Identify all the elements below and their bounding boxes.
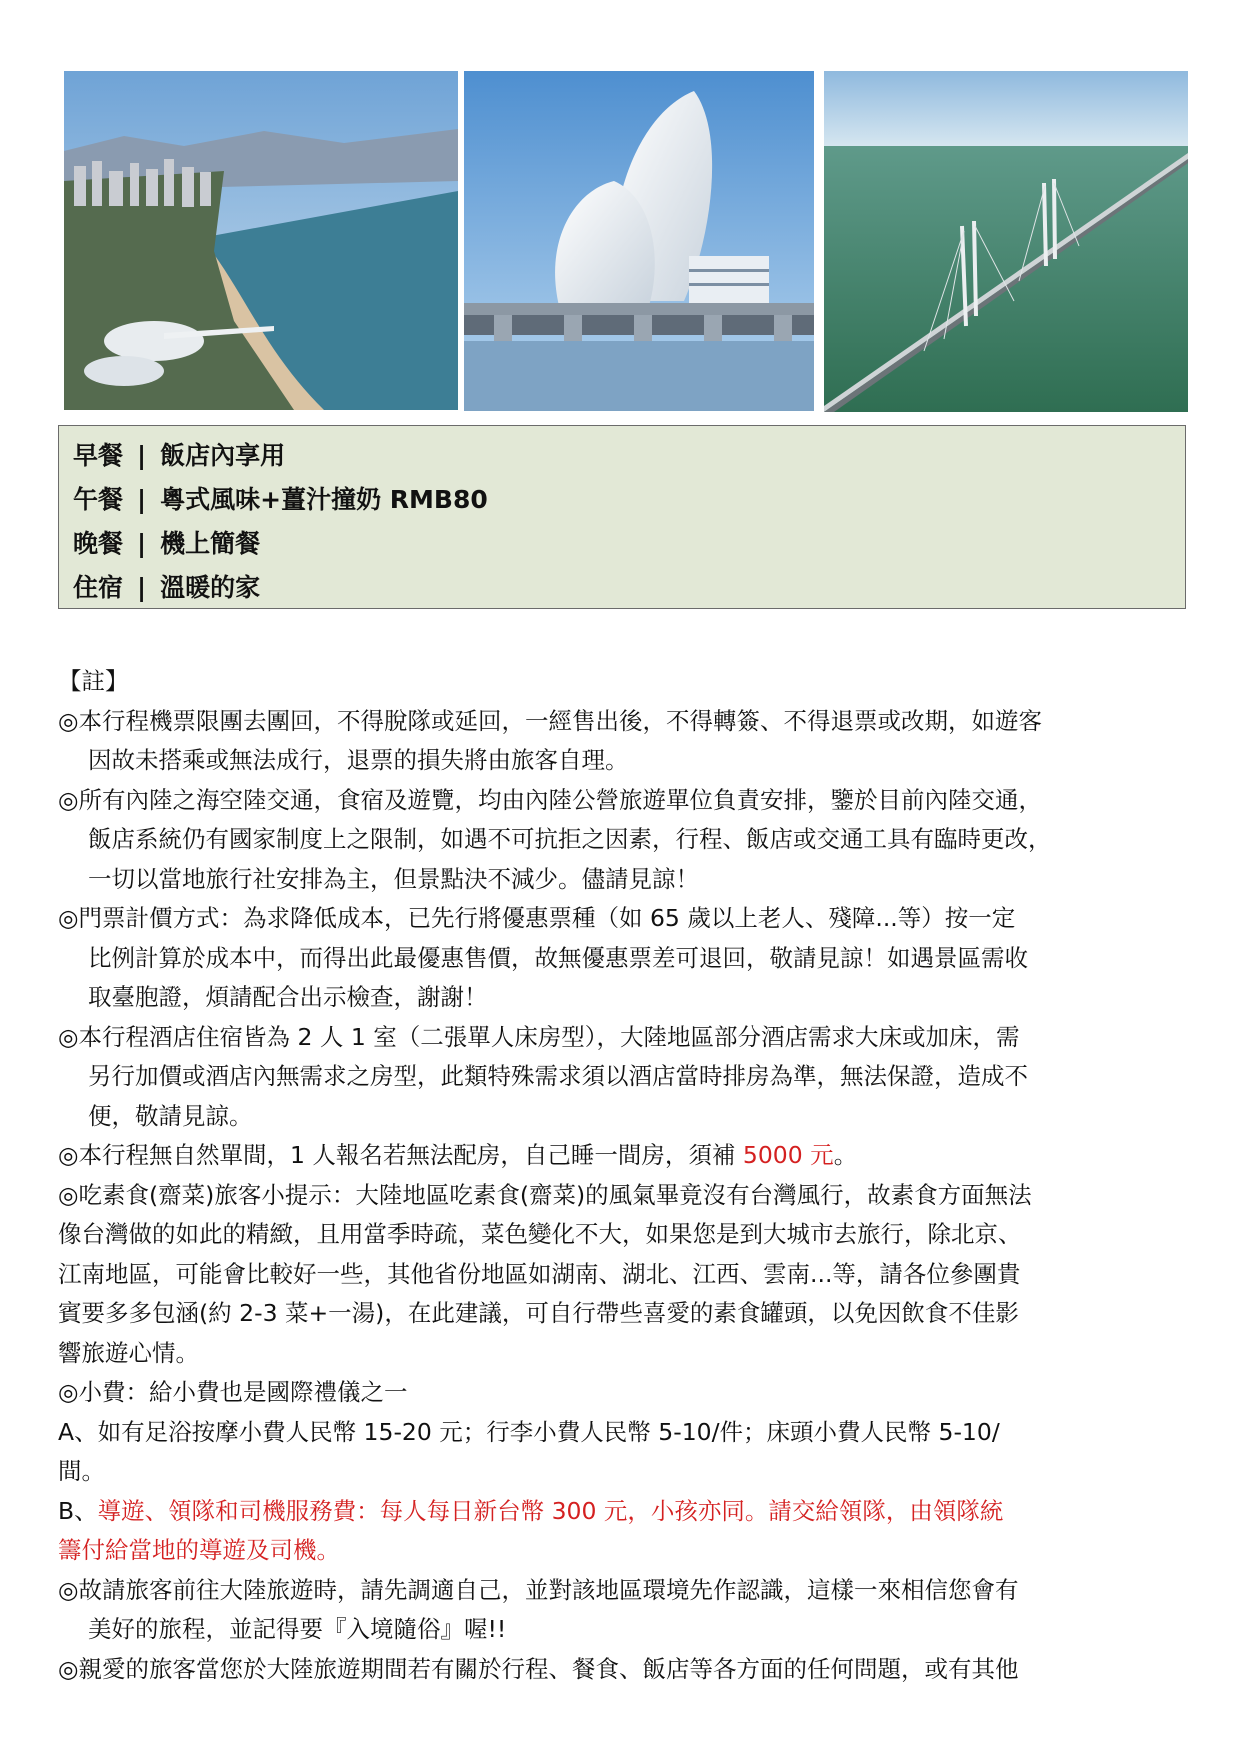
meal-label: 住宿 [73,573,124,602]
meal-value: 飯店內享用 [160,441,286,470]
tip-b-line: 籌付給當地的導遊及司機。 [58,1536,340,1564]
meal-label: 午餐 [73,485,124,514]
note-line: ◎本行程機票限團去團回，不得脫隊或延回，一經售出後，不得轉簽、不得退票或改期，如遊客 [58,706,1043,735]
tip-a-line: 間。 [58,1457,105,1485]
tip-a-line: A、如有足浴按摩小費人民幣 15-20 元；行李小費人民幣 5-10/件；床頭小費人民幣 5-10/ [58,1417,1000,1446]
tip-b-line [58,1492,1198,1532]
note-line: ◎吃素食(齋菜)旅客小提示：大陸地區吃素食(齋菜)的風氣畢竟沒有台灣風行，故素食方面無法 [58,1180,1032,1209]
meal-row-breakfast [59,434,1185,478]
note-line: 美好的旅程，並記得要『入境隨俗』喔!! [88,1615,507,1643]
note-line: 另行加價或酒店內無需求之房型，此類特殊需求須以酒店當時排房為準，無法保證，造成不 [88,1062,1028,1090]
note-line: ◎門票計價方式：為求降低成本，已先行將優惠票種（如 65 歲以上老人、殘障...等）按一定 [58,904,1016,932]
note-line: ◎所有內陸之海空陸交通，食宿及遊覽，均由內陸公營旅遊單位負責安排，鑒於目前內陸交通， [58,785,1043,814]
notes-section [58,662,1198,1689]
meal-label: 早餐 [73,441,124,470]
note-text: ◎本行程無自然單間，1 人報名若無法配房，自己睡一間房，須補 [58,1141,743,1169]
note-line: 飯店系統仍有國家制度上之限制，如遇不可抗拒之因素，行程、飯店或交通工具有臨時更改， [88,825,1052,853]
meal-separator: | [137,529,147,558]
meal-separator: | [137,573,147,602]
meal-value: 溫暖的家 [160,573,261,602]
note-line: ◎本行程酒店住宿皆為 2 人 1 室（二張單人床房型），大陸地區部分酒店需求大床或加床，需 [58,1022,1020,1051]
note-line: 江南地區，可能會比較好一些，其他省份地區如湖南、湖北、江西、雲南...等，請各位參團貴 [58,1259,1021,1288]
meal-row-lodging [59,566,1185,610]
tip-heading: ◎小費：給小費也是國際禮儀之一 [58,1378,408,1406]
note-line: ◎故請旅客前往大陸旅遊時，請先調適自己，並對該地區環境先作認識，這樣一來相信您會有 [58,1575,1019,1604]
note-line: 因故未搭乘或無法成行，退票的損失將由旅客自理。 [88,746,629,774]
meal-row-dinner [59,522,1185,566]
meal-separator: | [137,485,147,514]
notes-heading: 【註】 [58,667,129,695]
meal-value: 機上簡餐 [160,529,261,558]
meal-value: 粵式風味+薑汁撞奶 RMB80 [160,485,488,514]
note-line: 一切以當地旅行社安排為主，但景點決不減少。儘請見諒！ [88,864,699,893]
note-line: ◎親愛的旅客當您於大陸旅遊期間若有關於行程、餐食、飯店等各方面的任何問題，或有其他 [58,1654,1019,1683]
note-line: 賓要多多包涵(約 2-3 菜+一湯)，在此建議，可自行帶些喜愛的素食罐頭，以免因飲食不佳影 [58,1299,1019,1327]
meal-separator: | [137,441,147,470]
meal-info-box [58,425,1186,609]
meal-label: 晚餐 [73,529,124,558]
note-line: 像台灣做的如此的精緻，且用當季時疏，菜色變化不大，如果您是到大城市去旅行，除北京、 [58,1220,1022,1248]
meal-row-lunch [59,478,1185,522]
note-line-single-room [58,1136,1198,1176]
note-line: 響旅遊心情。 [58,1338,199,1367]
note-line: 便，敬請見諒。 [88,1101,253,1130]
note-text: 。 [833,1141,858,1169]
coastal-city-beach-photo [64,71,458,410]
single-room-fee: 5000 元 [742,1141,834,1169]
note-line: 比例計算於成本中，而得出此最優惠售價，故無優惠票差可退回，敬請見諒！如遇景區需收 [88,943,1028,972]
opera-house-shell-photo [464,71,814,411]
note-line: 取臺胞證，煩請配合出示檢查，謝謝！ [88,983,488,1011]
tip-b-text: 導遊、領隊和司機服務費：每人每日新台幣 300 元，小孩亦同。請交給領隊，由領隊統 [97,1496,1004,1525]
sea-bridge-photo [824,71,1188,412]
tip-b-prefix: B、 [58,1496,98,1525]
